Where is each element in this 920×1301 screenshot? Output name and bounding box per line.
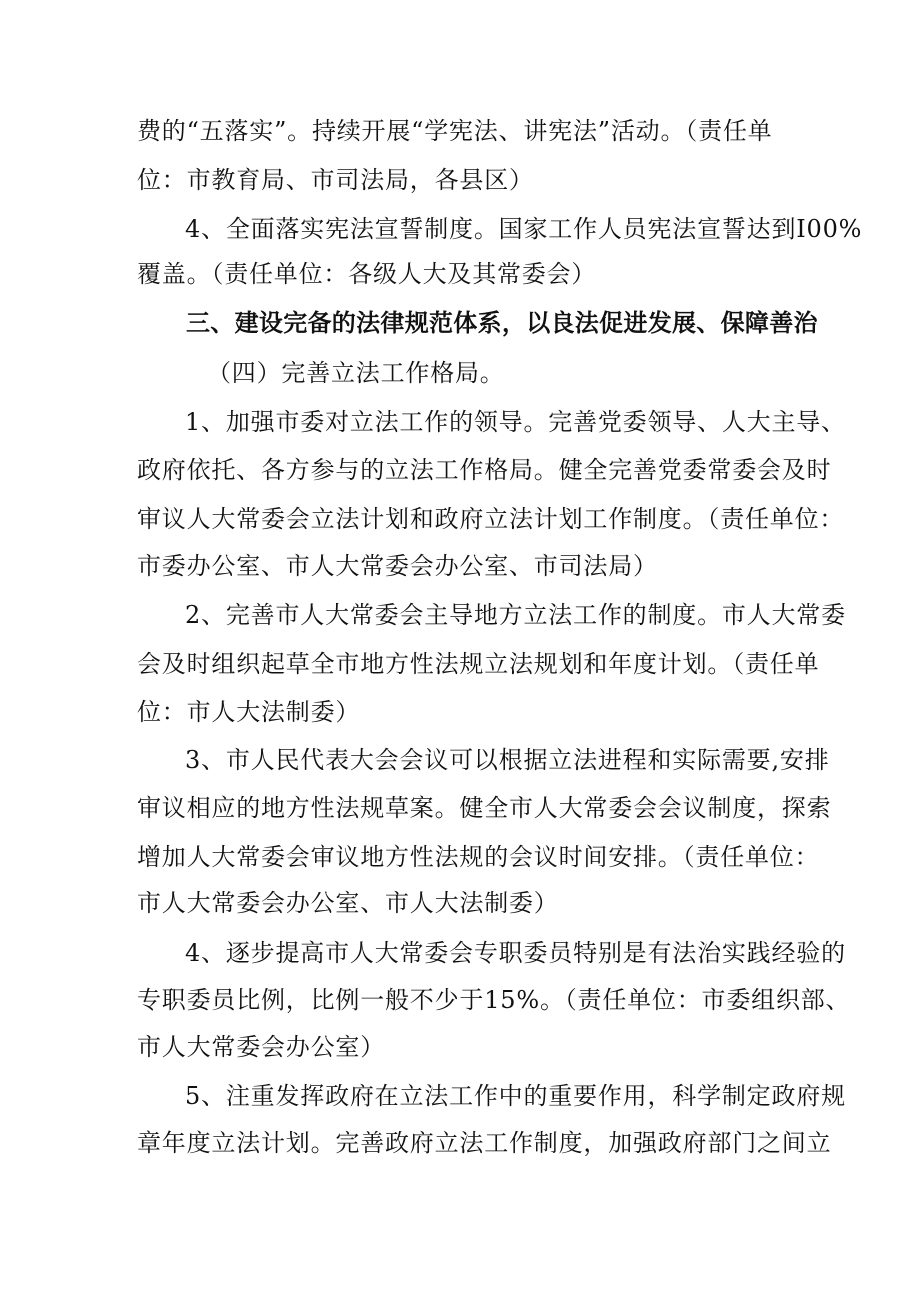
paragraph-line: 位：市教育局、市司法局，各县区） <box>137 166 534 194</box>
paragraph-line: 市人大常委会办公室、市人大法制委） <box>137 889 559 917</box>
paragraph-line: 市人大常委会办公室） <box>137 1033 385 1061</box>
paragraph-line: 4、全面落实宪法宣誓制度。国家工作人员宪法宣誓达到I00% <box>185 215 863 243</box>
paragraph-line: 2、完善市人大常委会主导地方立法工作的制度。市人大常委 <box>185 601 846 629</box>
section-heading: 三、建设完备的法律规范体系，以良法促进发展、保障善治 <box>186 309 818 337</box>
paragraph-line: 增加人大常委会审议地方性法规的会议时间安排。（责任单位： <box>137 843 820 871</box>
paragraph-line: 1、加强市委对立法工作的领导。完善党委领导、人大主导、 <box>185 408 846 436</box>
paragraph-line: 5、注重发挥政府在立法工作中的重要作用，科学制定政府规 <box>185 1082 846 1110</box>
paragraph-line: 政府依托、各方参与的立法工作格局。健全完善党委常委会及时 <box>137 456 832 484</box>
paragraph-line: 会及时组织起草全市地方性法规立法规划和年度计划。（责任单 <box>137 650 820 678</box>
paragraph-line: 审议相应的地方性法规草案。健全市人大常委会会议制度，探索 <box>137 794 832 822</box>
paragraph-line: 覆盖。（责任单位：各级人大及其常委会） <box>137 260 597 288</box>
paragraph-line: 位：市人大法制委） <box>137 698 361 726</box>
paragraph-line: 审议人大常委会立法计划和政府立法计划工作制度。（责任单位： <box>137 505 845 533</box>
paragraph-line: 专职委员比例，比例一般不少于15%。（责任单位：市委组织部、 <box>137 986 851 1014</box>
paragraph-line: 市委办公室、市人大常委会办公室、市司法局） <box>137 552 658 580</box>
paragraph-line: 3、市人民代表大会会议可以根据立法进程和实际需要,安排 <box>185 746 830 774</box>
paragraph-line: 4、逐步提高市人大常委会专职委员特别是有法治实践经验的 <box>185 939 846 967</box>
subsection-heading: （四）完善立法工作格局。 <box>207 359 505 387</box>
paragraph-line: 章年度立法计划。完善政府立法工作制度，加强政府部门之间立 <box>137 1129 832 1157</box>
paragraph-line: 费的“五落实”。持续开展“学宪法、讲宪法”活动。（责任单 <box>137 117 773 145</box>
